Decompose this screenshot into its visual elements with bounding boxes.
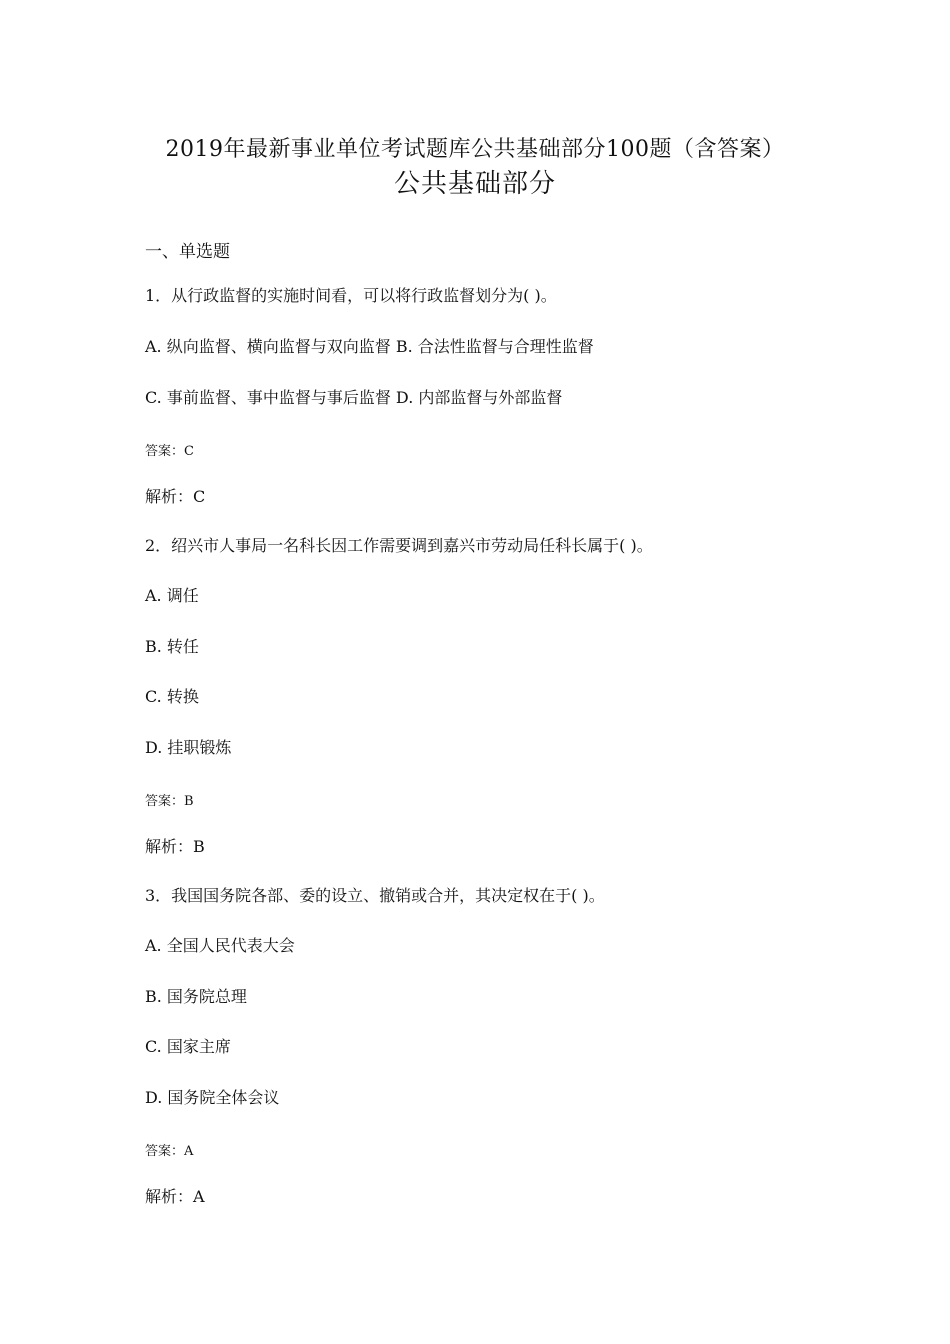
question-1-analysis: 解析：C (145, 487, 206, 506)
question-3-option-a: A. 全国人民代表大会 (145, 936, 295, 955)
question-3-option-c: C. 国家主席 (145, 1037, 231, 1056)
question-2-option-a: A. 调任 (145, 586, 199, 605)
question-2-analysis: 解析：B (145, 837, 205, 856)
question-3-option-d: D. 国务院全体会议 (145, 1088, 280, 1107)
question-2-answer: 答案：B (145, 794, 194, 809)
section-heading: 一、单选题 (145, 242, 230, 262)
question-3-answer: 答案：A (145, 1144, 194, 1159)
question-2-stem: 2．绍兴市人事局一名科长因工作需要调到嘉兴市劳动局任科长属于( )。 (145, 536, 653, 555)
question-3-stem: 3．我国国务院各部、委的设立、撤销或合并，其决定权在于( )。 (145, 886, 605, 905)
question-1-options-row-1: A. 纵向监督、横向监督与双向监督 B. 合法性监督与合理性监督 (145, 337, 594, 356)
question-2-option-c: C. 转换 (145, 687, 199, 706)
question-2-option-d: D. 挂职锻炼 (145, 738, 232, 757)
document-subtitle: 公共基础部分 (393, 169, 556, 199)
document-title: 2019年最新事业单位考试题库公共基础部分100题（含答案） (165, 137, 785, 162)
question-3-analysis: 解析：A (145, 1187, 205, 1206)
question-1-stem: 1．从行政监督的实施时间看，可以将行政监督划分为( )。 (145, 286, 557, 305)
question-2-option-b: B. 转任 (145, 637, 199, 656)
question-1-answer: 答案：C (145, 444, 194, 459)
question-1-options-row-2: C. 事前监督、事中监督与事后监督 D. 内部监督与外部监督 (145, 388, 563, 407)
question-3-option-b: B. 国务院总理 (145, 987, 247, 1006)
